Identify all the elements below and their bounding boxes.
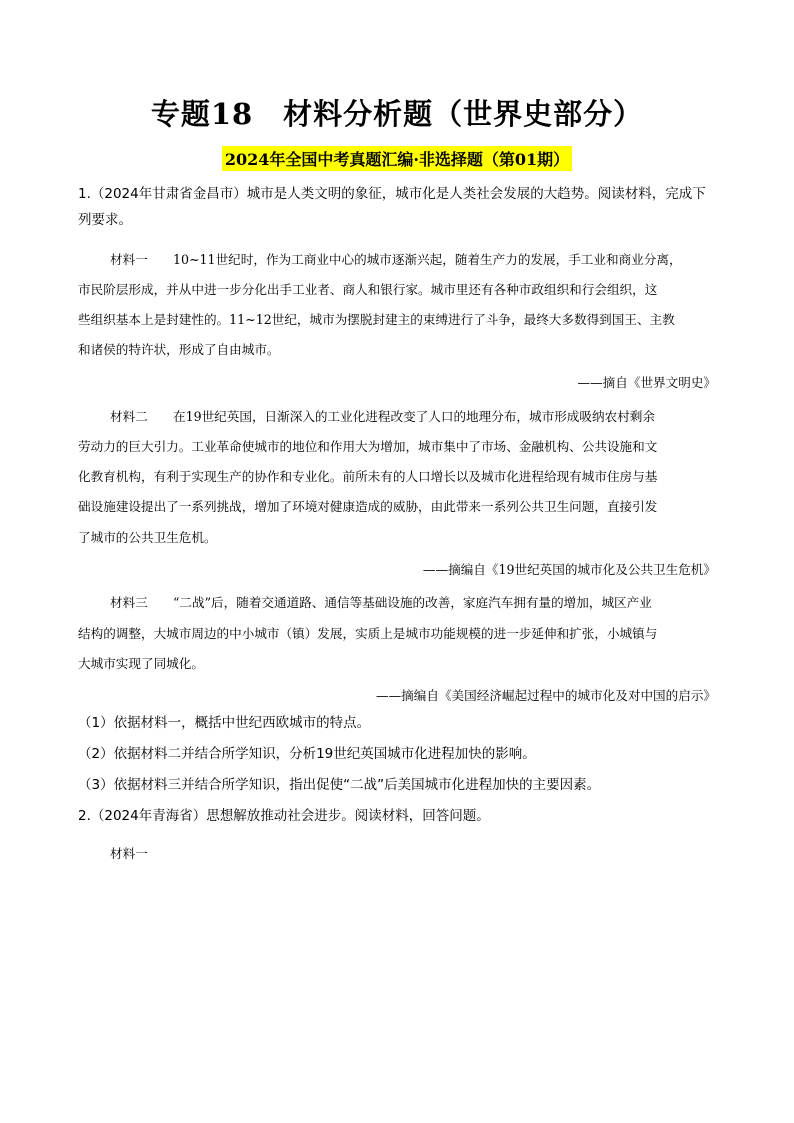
material2-line: 了城市的公共卫生危机。: [78, 530, 217, 545]
q2-stem: 2.（2024年青海省）思想解放推动社会进步。阅读材料，回答问题。: [78, 808, 490, 824]
q1-stem-line-1: 1.（2024年甘肃省金昌市）城市是人类文明的象征，城市化是人类社会发展的大趋势。阅读材料，完成下: [78, 186, 706, 202]
material3-line: 结构的调整，大城市周边的中小城市（镇）发展，实质上是城市功能规模的进一步延伸和扩张，小城镇与: [78, 626, 658, 641]
sub-question-2: （2）依据材料二并结合所学知识，分析19世纪英国城市化进程加快的影响。: [78, 746, 536, 762]
material2-line: 化教育机构，有利于实现生产的协作和专业化。前所未有的人口增长以及城市化进程给现有城市住房与基: [78, 469, 658, 484]
material2-line: 劳动力的巨大引力。工业革命使城市的地位和作用大为增加，城市集中了市场、金融机构、公共设施和文: [78, 439, 658, 454]
page-subtitle-highlighted: 2024年全国中考真题汇编·非选择题（第01期）: [222, 146, 572, 171]
sub-question-1: （1）依据材料一，概括中世纪西欧城市的特点。: [78, 715, 371, 731]
material2-source: ——摘编自《19世纪英国的城市化及公共卫生危机》: [422, 562, 716, 577]
sub-question-3: （3）依据材料三并结合所学知识，指出促使“二战”后美国城市化进程加快的主要因素。: [78, 777, 601, 793]
material1-line: 市民阶层形成，并从中进一步分化出手工业者、商人和银行家。城市里还有各种市政组织和行会组织，这: [78, 282, 658, 297]
q1-stem-line-2: 列要求。: [78, 212, 132, 228]
material1-line: 和诸侯的特许状，形成了自由城市。: [78, 342, 280, 357]
page-title: 专题18 材料分析题（世界史部分）: [150, 97, 644, 131]
material3-line: 材料三 “二战”后，随着交通道路、通信等基础设施的改善，家庭汽车拥有量的增加，城区产业: [110, 595, 652, 610]
material2-line: 础设施建设提出了一系列挑战，增加了环境对健康造成的威胁，由此带来一系列公共卫生问题，直接引发: [78, 499, 658, 514]
q2-material1-label: 材料一: [110, 846, 148, 861]
material3-line: 大城市实现了同城化。: [78, 656, 204, 671]
material2-line: 材料二 在19世纪英国，日渐深入的工业化进程改变了人口的地理分布，城市形成吸纳农村剩余: [110, 409, 655, 424]
material3-source: ——摘编自《美国经济崛起过程中的城市化及对中国的启示》: [375, 688, 716, 703]
material1-source: ——摘自《世界文明史》: [577, 375, 716, 390]
material1-line: 材料一 10~11世纪时，作为工商业中心的城市逐渐兴起，随着生产力的发展，手工业和商业分离，: [110, 252, 682, 267]
material1-line: 些组织基本上是封建性的。11~12世纪，城市为摆脱封建主的束缚进行了斗争，最终大多数得到国王、主教: [78, 312, 675, 327]
subtitle-row: [0, 146, 794, 171]
